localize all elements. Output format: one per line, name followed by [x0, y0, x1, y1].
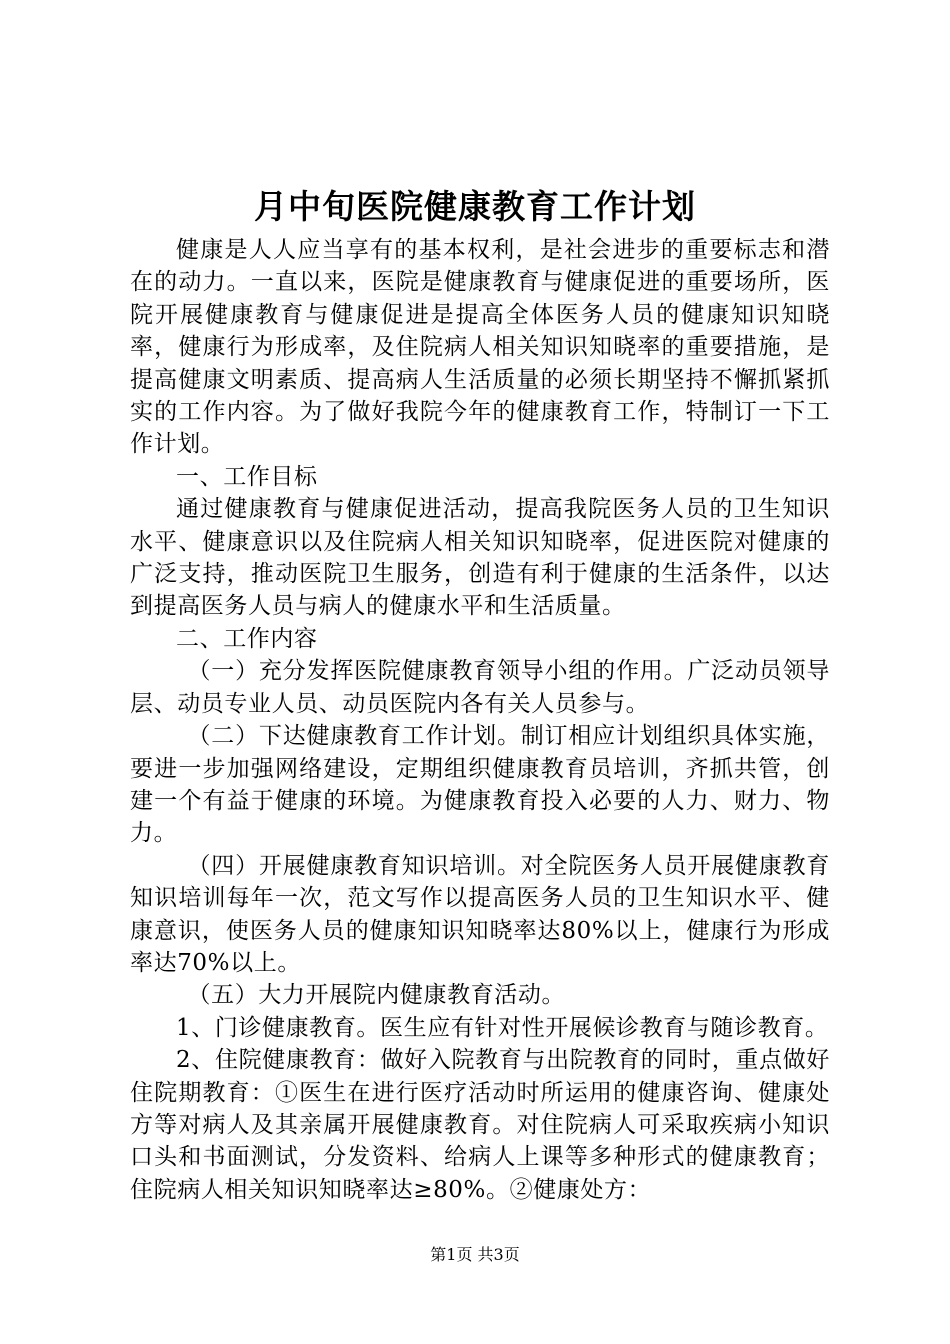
content-item-5: （五）大力开展院内健康教育活动。	[187, 982, 566, 1009]
outpatient-education-paragraph: 1、门诊健康教育。医生应有针对性开展候诊教育与随诊教育。	[176, 1014, 829, 1041]
content-item-4: （四）开展健康教育知识培训。对全院医务人员开展健康教育知识培训每年一次，范文写作以提高医务人员的卫生知识水平、健康意识，使医务人员的健康知识知晓率达80%以上，健康行为形成率达70%以上。	[130, 852, 830, 976]
section-heading-content: 二、工作内容	[176, 625, 318, 652]
content-item-2: （二）下达健康教育工作计划。制订相应计划组织具体实施，要进一步加强网络建设，定期组织健康教育员培训，齐抓共管，创建一个有益于健康的环境。为健康教育投入必要的人力、财力、物力。	[130, 723, 830, 847]
document-body	[130, 234, 830, 1206]
goals-paragraph: 通过健康教育与健康促进活动，提高我院医务人员的卫生知识水平、健康意识以及住院病人相关知识知晓率，促进医院对健康的广泛支持，推动医院卫生服务，创造有利于健康的生活条件，以达到提高医务人员与病人的健康水平和生活质量。	[130, 496, 830, 620]
inpatient-education-paragraph: 2、住院健康教育：做好入院教育与出院教育的同时，重点做好住院期教育：①医生在进行医疗活动时所运用的健康咨询、健康处方等对病人及其亲属开展健康教育。对住院病人可采取疾病小知识口头和书面测试，分发资料、给病人上课等多种形式的健康教育；住院病人相关知识知晓率达≥80%。②健康处方：	[130, 1047, 830, 1203]
section-heading-goals: 一、工作目标	[176, 463, 318, 490]
page-number: 第1页 共3页	[430, 1245, 520, 1264]
intro-paragraph: 健康是人人应当享有的基本权利，是社会进步的重要标志和潜在的动力。一直以来，医院是健康教育与健康促进的重要场所，医院开展健康教育与健康促进是提高全体医务人员的健康知识知晓率，健康行为形成率，及住院病人相关知识知晓率的重要措施，是提高健康文明素质、提高病人生活质量的必须长期坚持不懈抓紧抓实的工作内容。为了做好我院今年的健康教育工作，特制订一下工作计划。	[130, 237, 830, 458]
document-title: 月中旬医院健康教育工作计划	[254, 187, 696, 226]
content-item-1: （一）充分发挥医院健康教育领导小组的作用。广泛动员领导层、动员专业人员、动员医院内各有关人员参与。	[130, 658, 830, 717]
